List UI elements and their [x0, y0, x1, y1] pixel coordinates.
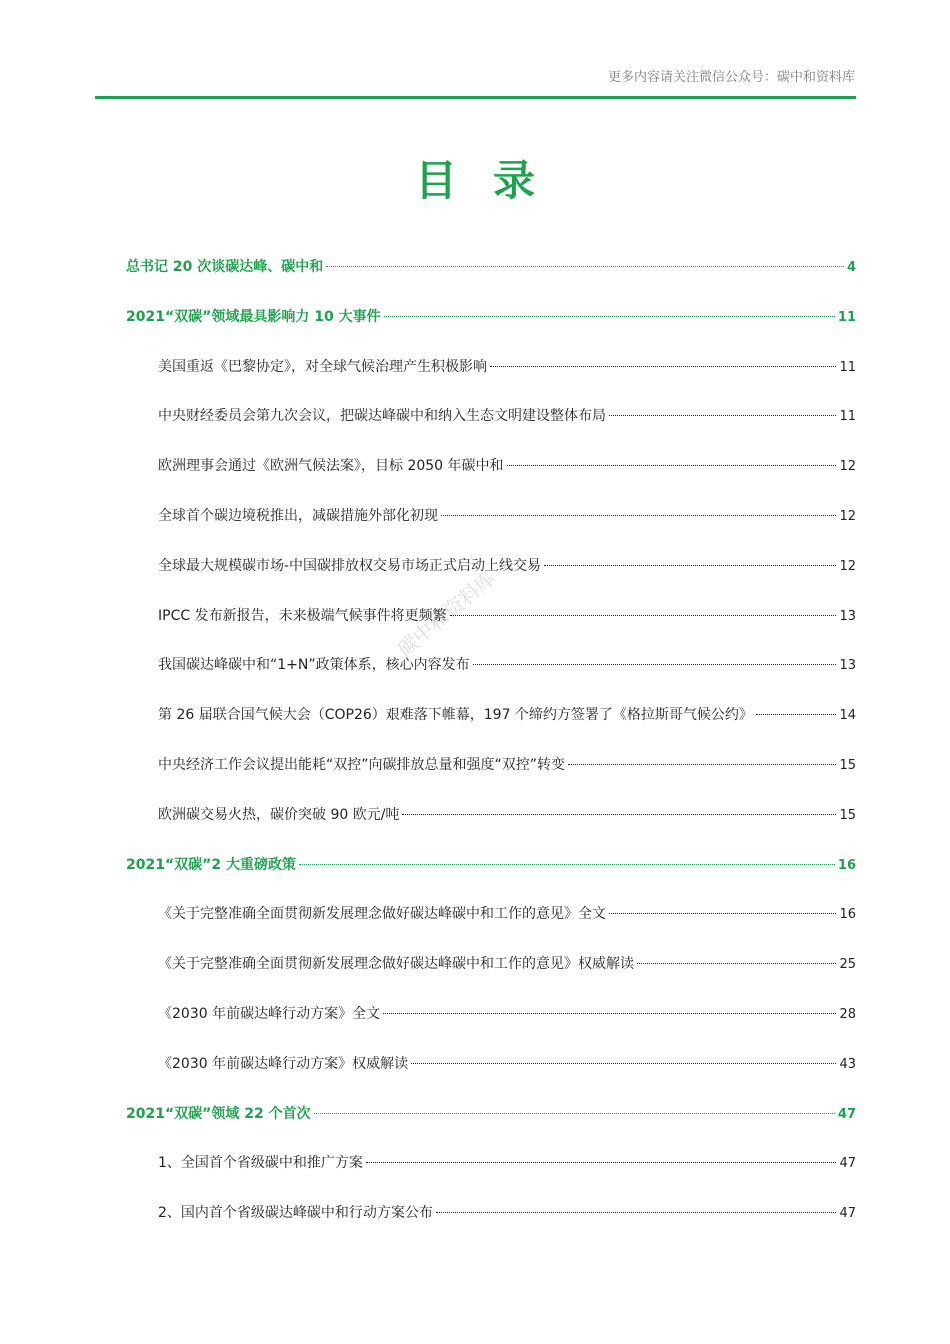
- toc-leader: [609, 913, 836, 914]
- toc-leader: [756, 714, 837, 715]
- toc-entry-label: IPCC 发布新报告，未来极端气候事件将更频繁: [158, 607, 447, 624]
- toc-leader: [490, 366, 836, 367]
- toc-entry-page: 12: [839, 558, 856, 574]
- toc-entry-page: 28: [839, 1007, 856, 1022]
- toc-entry-label: 2021“双碳”2 大重磅政策: [126, 856, 296, 873]
- toc-entry-label: 中央经济工作会议提出能耗“双控”向碳排放总量和强度“双控”转变: [158, 757, 566, 773]
- toc-leader: [507, 465, 837, 466]
- page-title: 目录: [414, 156, 571, 205]
- toc-leader: [544, 565, 836, 566]
- toc-entry[interactable]: [158, 605, 856, 627]
- toc-entry[interactable]: [158, 1053, 856, 1075]
- toc-entry[interactable]: [158, 953, 856, 975]
- toc-entry[interactable]: [126, 256, 856, 278]
- toc-entry[interactable]: [158, 356, 856, 378]
- toc-entry-page: 47: [839, 1206, 856, 1222]
- toc-leader: [411, 1063, 836, 1064]
- toc-entry-page: 11: [837, 309, 856, 325]
- toc-entry[interactable]: [158, 754, 856, 776]
- toc-leader: [326, 266, 844, 267]
- toc-entry[interactable]: [126, 1103, 856, 1125]
- toc-entry-label: 中央财经委员会第九次会议，把碳达峰碳中和纳入生态文明建设整体布局: [158, 408, 606, 425]
- toc-entry[interactable]: [126, 854, 856, 876]
- toc-entry-label: 第 26 届联合国气候大会（COP26）艰难落下帷幕，197 个缔约方签署了《格拉斯哥气候公约》: [158, 707, 753, 724]
- toc-leader: [473, 664, 837, 665]
- toc-entry-page: 15: [839, 758, 856, 773]
- toc-entry-label: 《关于完整准确全面贯彻新发展理念做好碳达峰碳中和工作的意见》全文: [158, 906, 606, 923]
- toc-entry[interactable]: [158, 455, 856, 477]
- toc-entry[interactable]: [158, 1152, 856, 1174]
- toc-entry-page: 47: [837, 1106, 856, 1122]
- toc-leader: [383, 1013, 836, 1014]
- toc-entry-page: 14: [839, 708, 856, 724]
- toc-entry-page: 4: [846, 260, 856, 275]
- toc-entry-label: 全球首个碳边境税推出，减碳措施外部化初现: [158, 508, 438, 524]
- toc-entry-page: 11: [839, 409, 856, 425]
- toc-leader: [436, 1212, 837, 1213]
- toc-leader: [314, 1113, 835, 1114]
- toc-entry-label: 《关于完整准确全面贯彻新发展理念做好碳达峰碳中和工作的意见》权威解读: [158, 956, 634, 973]
- toc-entry-label: 《2030 年前碳达峰行动方案》全文: [158, 1006, 381, 1022]
- toc-leader: [637, 963, 836, 964]
- toc-entry-label: 《2030 年前碳达峰行动方案》权威解读: [158, 1055, 409, 1072]
- toc-entry-page: 12: [839, 509, 856, 524]
- toc-leader: [609, 415, 836, 416]
- toc-leader: [441, 515, 836, 516]
- toc-entry[interactable]: [158, 1202, 856, 1224]
- header-divider: [95, 96, 856, 99]
- toc-entry-page: 16: [839, 907, 856, 923]
- toc-entry[interactable]: [158, 505, 856, 527]
- toc-entry[interactable]: [158, 1003, 856, 1025]
- toc-entry[interactable]: [126, 306, 856, 328]
- toc-entry-page: 12: [839, 459, 856, 475]
- toc-entry-label: 欧洲理事会通过《欧洲气候法案》，目标 2050 年碳中和: [158, 458, 504, 475]
- toc-entry-page: 47: [839, 1156, 856, 1172]
- toc-leader: [402, 814, 836, 815]
- toc-entry-page: 13: [839, 658, 856, 674]
- toc-entry-label: 全球最大规模碳市场-中国碳排放权交易市场正式启动上线交易: [158, 557, 542, 574]
- toc-leader: [366, 1162, 837, 1163]
- toc-entry-label: 欧洲碳交易火热，碳价突破 90 欧元/吨: [158, 806, 400, 823]
- toc-entry-label: 我国碳达峰碳中和“1+N”政策体系，核心内容发布: [158, 657, 470, 674]
- toc-entry[interactable]: [158, 405, 856, 427]
- toc-entry-label: 2021“双碳”领域最具影响力 10 大事件: [126, 308, 381, 325]
- watermark: 碳中和资料库: [392, 565, 500, 662]
- toc-entry-label: 1、全国首个省级碳中和推广方案: [158, 1155, 363, 1172]
- toc-leader: [384, 316, 835, 317]
- toc-leader: [299, 864, 835, 865]
- toc-entry-label: 美国重返《巴黎协定》，对全球气候治理产生积极影响: [158, 358, 487, 375]
- toc-entry[interactable]: [158, 804, 856, 826]
- header-note: 更多内容请关注微信公众号：碳中和资料库: [607, 70, 855, 85]
- toc-entry-page: 13: [839, 608, 856, 624]
- toc-entry[interactable]: [158, 654, 856, 676]
- toc-leader: [450, 615, 837, 616]
- toc-entry[interactable]: [158, 903, 856, 925]
- toc-entry-label: 总书记 20 次谈碳达峰、碳中和: [126, 259, 324, 275]
- toc-entry-label: 2021“双碳”领域 22 个首次: [126, 1105, 311, 1122]
- toc-entry-page: 16: [837, 857, 856, 873]
- toc-entry-page: 15: [839, 807, 856, 823]
- toc-entry-page: 43: [839, 1056, 856, 1072]
- toc-leader: [568, 764, 836, 765]
- toc-entry-page: 25: [839, 957, 856, 973]
- toc-entry-label: 2、国内首个省级碳达峰碳中和行动方案公布: [158, 1205, 433, 1222]
- toc-entry-page: 11: [839, 359, 856, 375]
- toc-entry[interactable]: [158, 555, 856, 577]
- toc-entry[interactable]: [158, 704, 856, 726]
